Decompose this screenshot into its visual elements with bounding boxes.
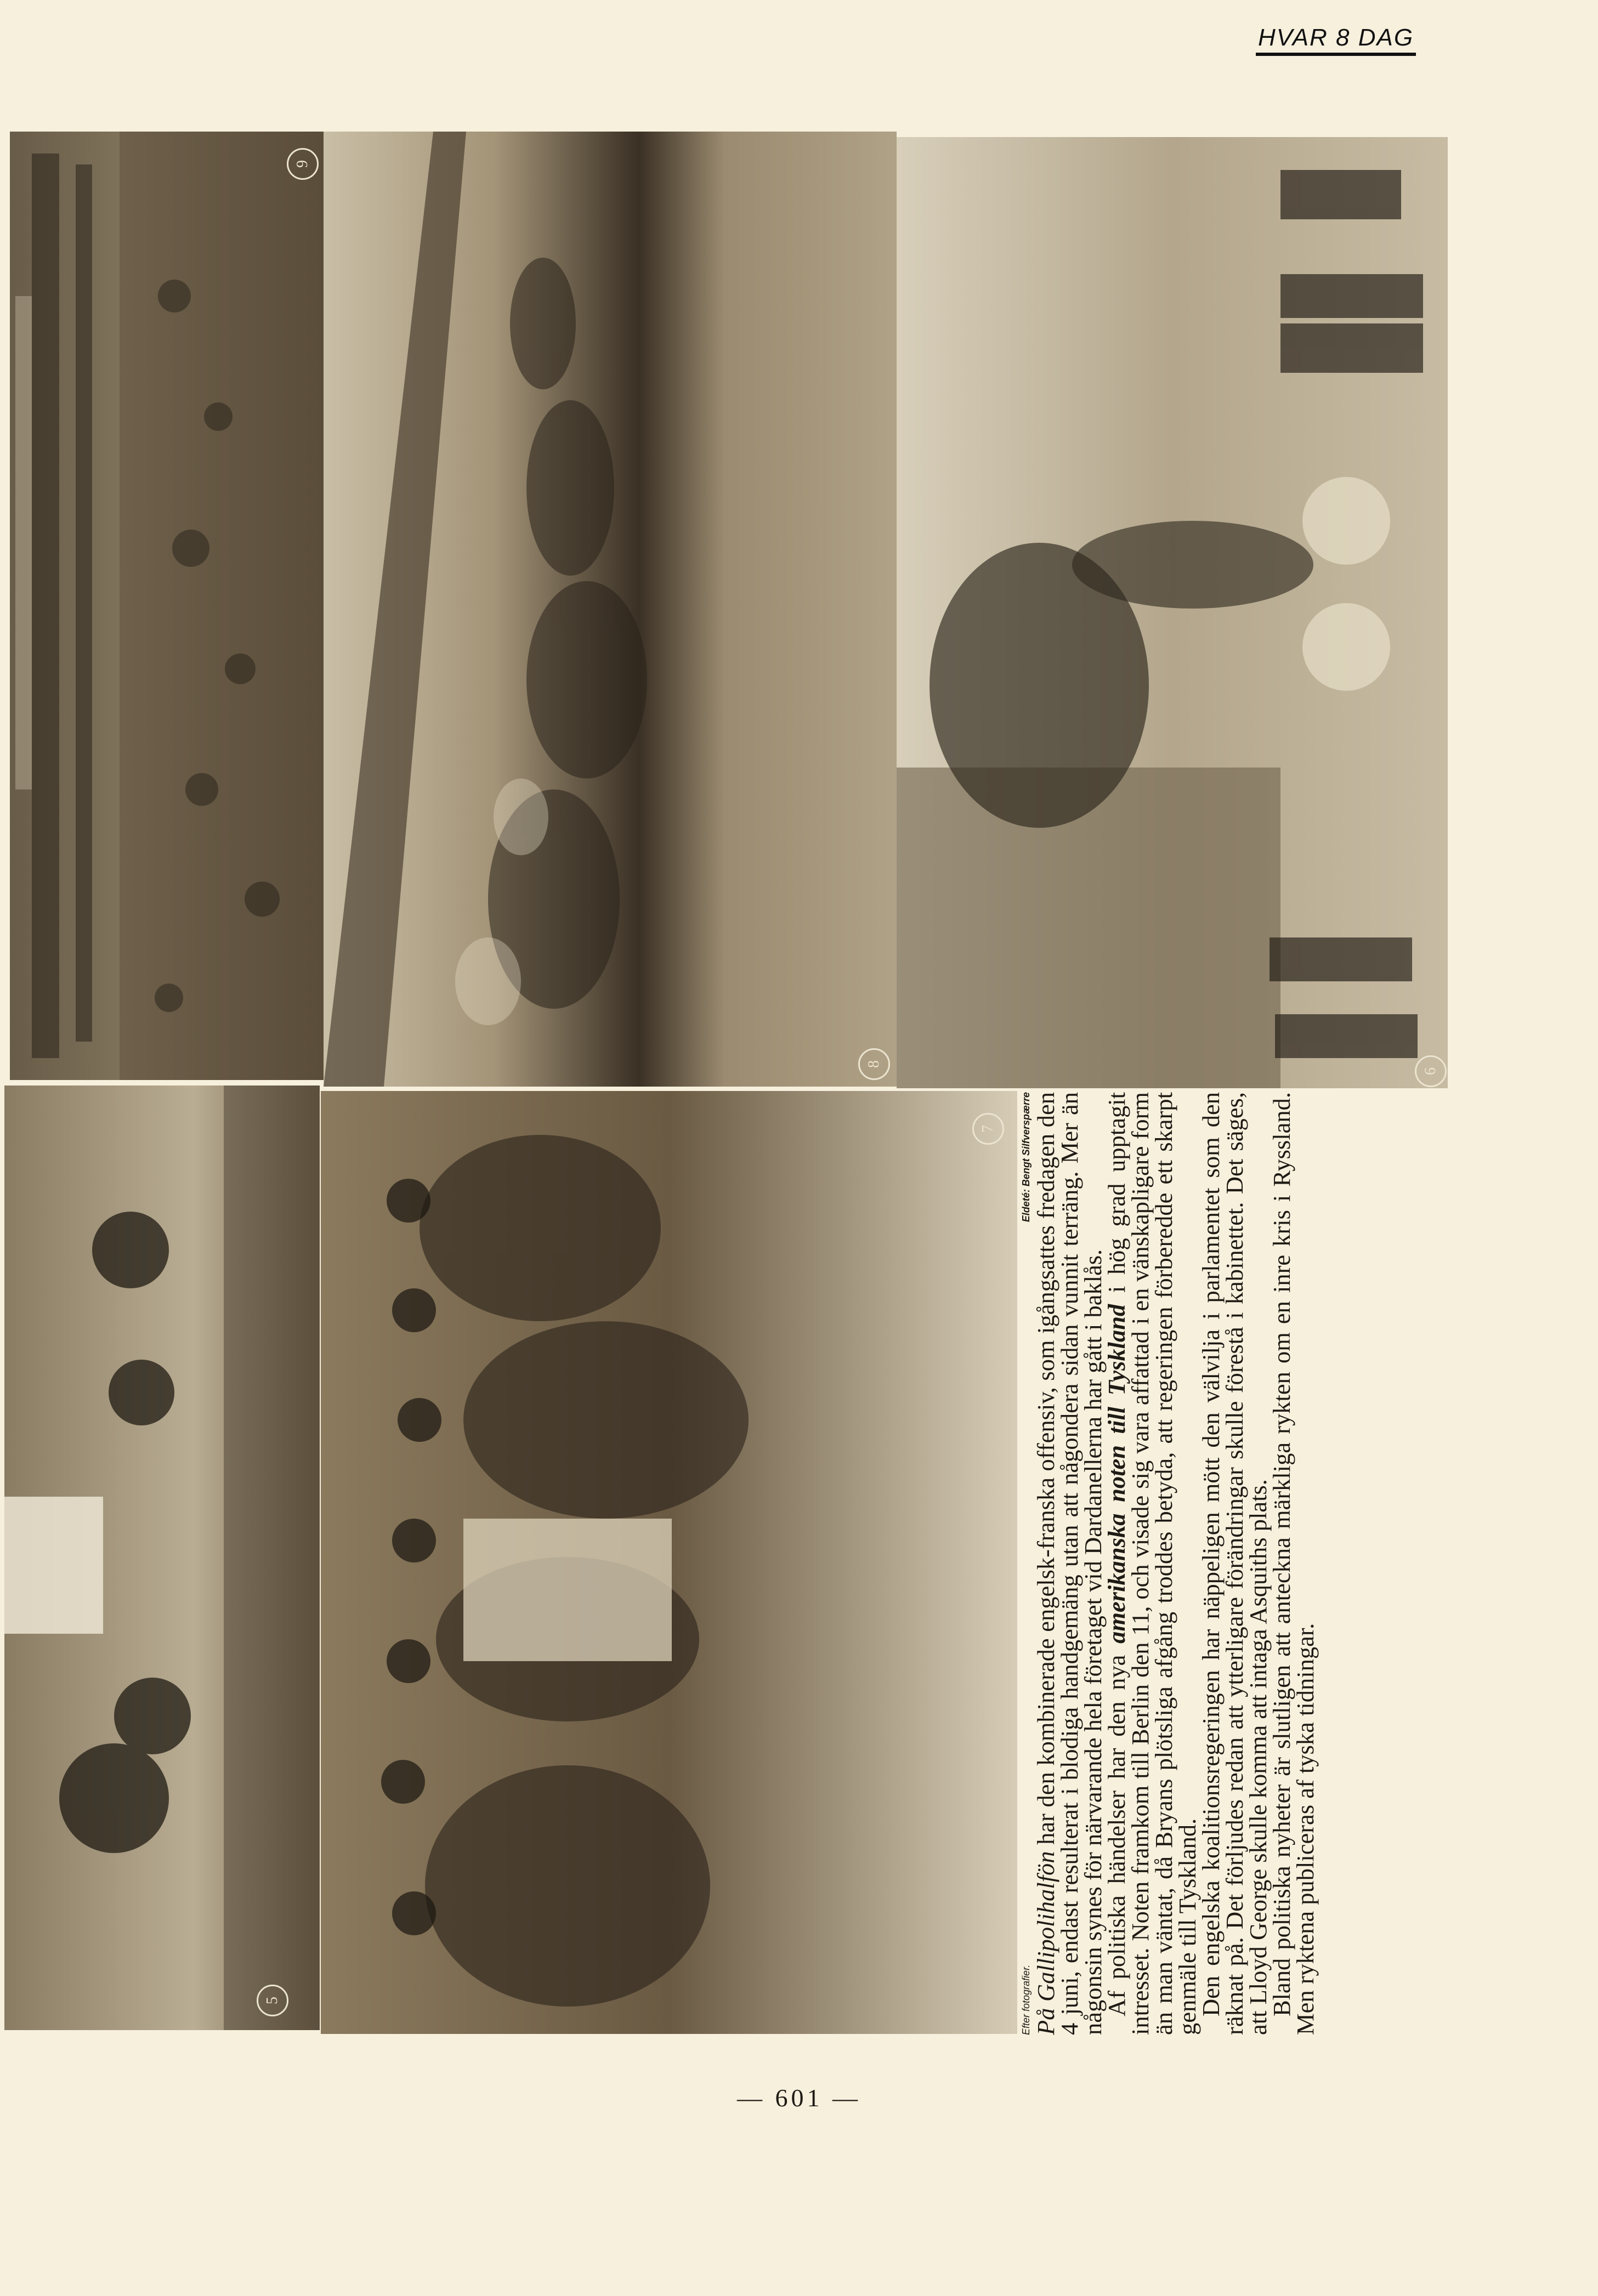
photo-number: 9 (287, 148, 319, 180)
photo-street-crowd (10, 132, 324, 1080)
article-paragraph-lead: På Gallipolihalfön (1032, 1851, 1059, 2035)
article-column (1020, 1092, 1470, 2035)
photo-soldiers-group (321, 1091, 1017, 2034)
photo-number: 8 (858, 1048, 890, 1080)
magazine-title: HVAR 8 DAG (1256, 24, 1416, 56)
article-paragraph-body: har den kombinerade engelsk-franska offensiv, som igångsattes fredagen den 4 juni, endast resulterat i blodiga handgemäng utan att någondera sidan vunnit terräng. Mer än någonsin synes för närvarande hela företaget vid Dardanellerna har gått i baklås. (1032, 1092, 1107, 2035)
photo-number: 6 (1415, 1055, 1447, 1087)
page-number: — 601 — (737, 2084, 861, 2112)
article-paragraph: Bland politiska nyheter är slutligen att anteckna märkliga rykten om en inre kris i Ryssland. Men ryktena publiceras af tyska tidningar. (1268, 1092, 1319, 2035)
photo-credits (1020, 1092, 1032, 2035)
article-paragraph-body: Af politiska händelser har den nya (1103, 1643, 1130, 2016)
article-paragraph (1034, 1092, 1105, 2035)
photo-tree-lined-street (4, 1086, 320, 2030)
photo-soldiers-roadside (324, 132, 897, 1087)
article-paragraph (1105, 1092, 1199, 2035)
photo-number: 5 (257, 1985, 288, 2016)
article-text (1020, 1092, 1470, 2035)
photo-artillery-group (897, 137, 1448, 1088)
article-emphasis: amerikanska noten till Tyskland (1103, 1304, 1130, 1644)
article-paragraph-body: i hög grad upptagit intresset. Noten framkom till Berlin den 11, och visade sig vara affattad i en vänskapligare form än man väntat, då Bryans plötsliga afgång troddes betyda, att regeringen förberedde ett skarpt genmäle till Tyskland. (1103, 1092, 1201, 2035)
credit-left: Efter fotografier. (1021, 1964, 1032, 2035)
credit-right: Eldeté: Bengt Silfverspærre (1021, 1092, 1032, 1223)
article-paragraph: Den engelska koalitionsregeringen har näppeligen mött den välvilja i parlamentet som den räknat på. Det förljudes redan att ytterligare förändringar skulle förestå i kabinettet. Det säges, att Lloyd George skulle komma att intaga Asquiths plats. (1197, 1092, 1272, 2035)
photo-number: 7 (972, 1113, 1004, 1145)
